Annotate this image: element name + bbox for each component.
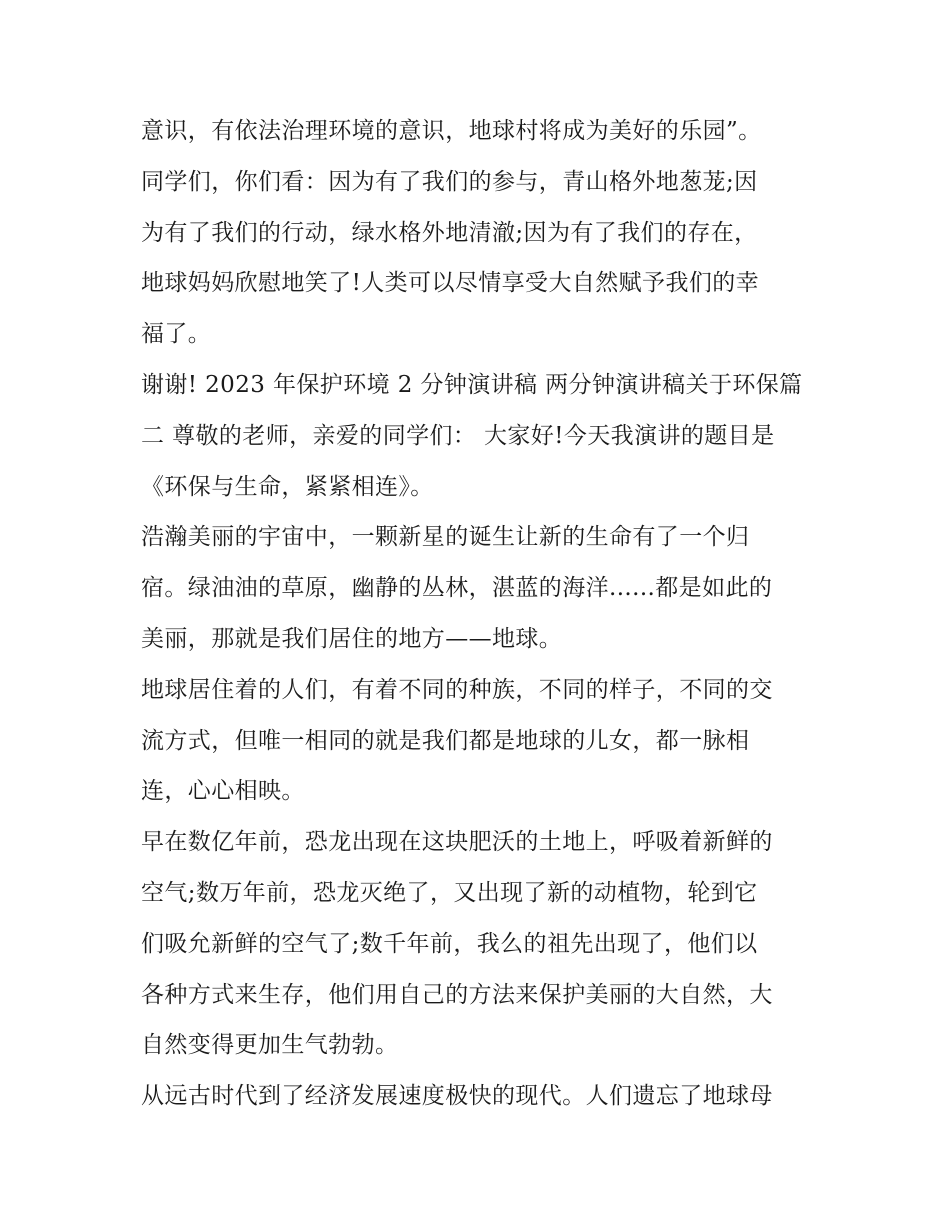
text-line: 浩瀚美丽的宇宙中，一颗新星的诞生让新的生命有了一个归 — [141, 524, 750, 551]
text-line: 各种方式来生存，他们用自己的方法来保护美丽的大自然，大 — [141, 981, 773, 1008]
text-line: 早在数亿年前，恐龙出现在这块肥沃的土地上，呼吸着新鲜的 — [141, 829, 773, 856]
paragraph-4 — [141, 512, 811, 664]
text-line: 同学们，你们看：因为有了我们的参与，青山格外地葱茏;因 — [141, 168, 758, 195]
text-line: 福了。 — [141, 321, 212, 348]
text-line: 流方式，但唯一相同的就是我们都是地球的儿女，都一脉相 — [141, 727, 750, 754]
text-line: 宿。绿油油的草原，幽静的丛林，湛蓝的海洋......都是如此的 — [141, 575, 773, 602]
paragraph-1 — [141, 106, 811, 157]
text-line: 从远古时代到了经济发展速度极快的现代。人们遗忘了地球母 — [141, 1083, 773, 1110]
text-line: 地球妈妈欣慰地笑了!人类可以尽情享受大自然赋予我们的幸 — [141, 270, 760, 297]
text-line: 为有了我们的行动，绿水格外地清澈;因为有了我们的存在， — [141, 219, 758, 246]
text-line: 《环保与生命，紧紧相连》。 — [141, 473, 434, 500]
text-line: 谢谢! 2023 年保护环境 2 分钟演讲稿 两分钟演讲稿关于环保篇 — [141, 371, 803, 398]
text-line: 意识，有依法治理环境的意识，地球村将成为美好的乐园”。 — [141, 118, 762, 144]
text-line: 自然变得更加生气勃勃。 — [141, 1032, 399, 1059]
paragraph-7 — [141, 1071, 811, 1122]
paragraph-3 — [141, 360, 811, 512]
text-line: 二 尊敬的老师，亲爱的同学们： 大家好!今天我演讲的题目是 — [141, 422, 775, 449]
text-line: 地球居住着的人们，有着不同的种族，不同的样子，不同的交 — [141, 676, 773, 703]
text-line: 空气;数万年前，恐龙灭绝了，又出现了新的动植物，轮到它 — [141, 879, 758, 906]
text-line: 连，心心相映。 — [141, 778, 305, 805]
paragraph-2 — [141, 157, 811, 360]
document-body — [141, 106, 811, 1122]
paragraph-5 — [141, 665, 811, 817]
text-line: 美丽，那就是我们居住的地方——地球。 — [141, 625, 563, 652]
text-line: 们吸允新鲜的空气了;数千年前，我么的祖先出现了，他们以 — [141, 930, 758, 957]
paragraph-6 — [141, 817, 811, 1071]
